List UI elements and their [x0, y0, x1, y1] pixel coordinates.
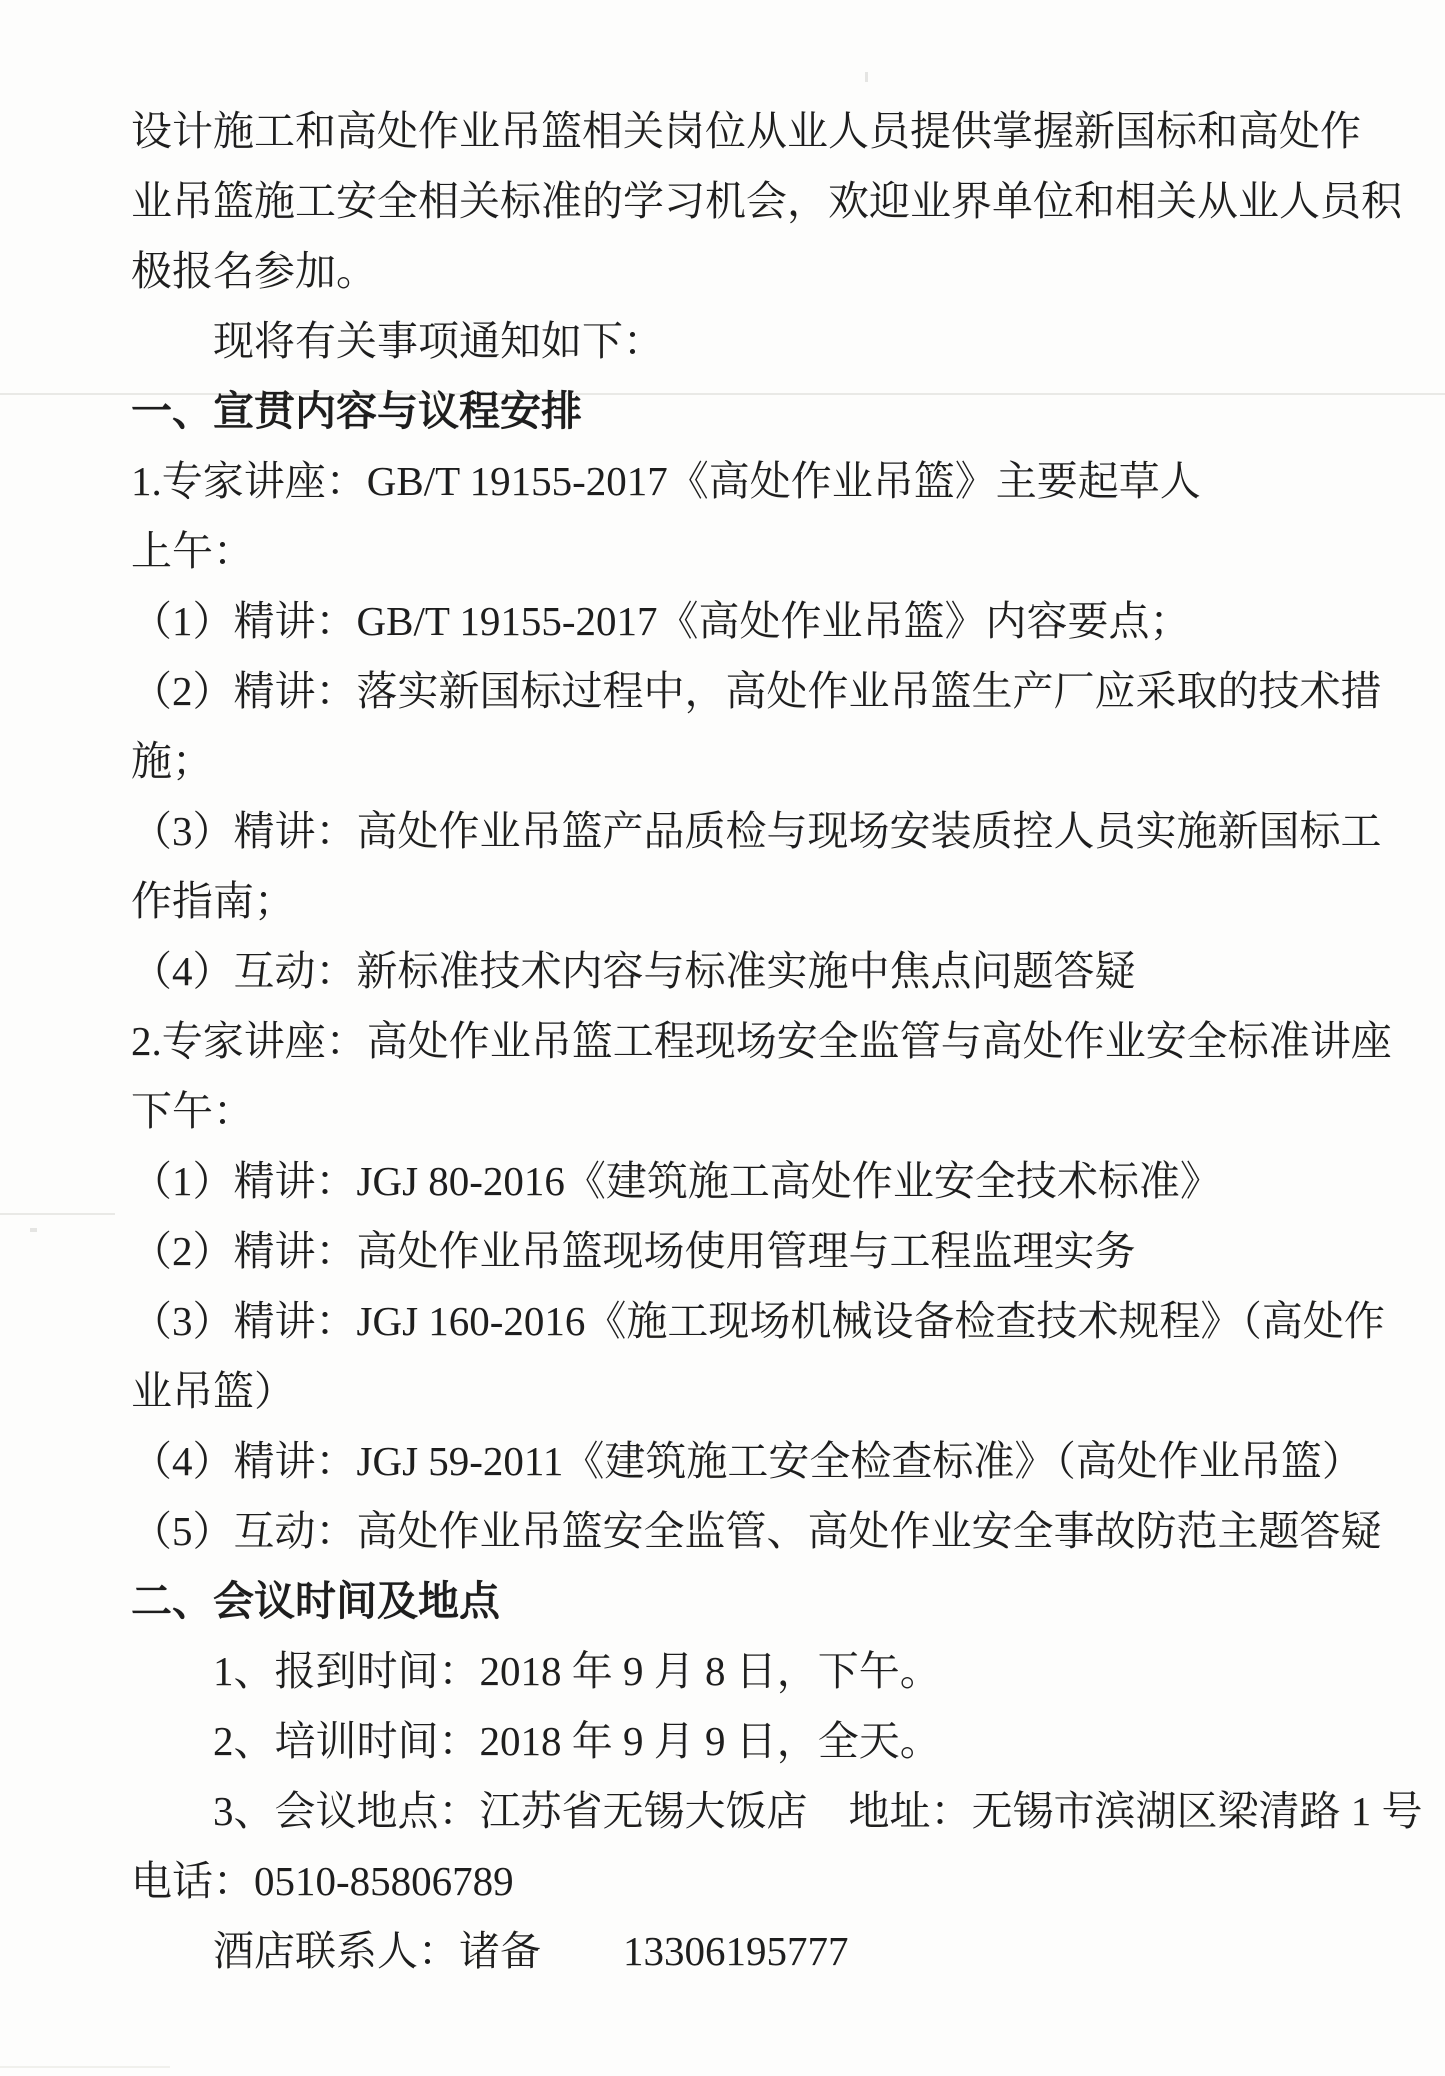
afternoon-label-line: 下午： [131, 1088, 254, 1134]
hotel-phone-line: 电话：0510-85806789 [131, 1858, 514, 1904]
notice-body [131, 96, 1423, 1986]
section-meeting-heading: 二、会议时间及地点 [131, 1578, 500, 1624]
afternoon-agenda-item: （1）精讲：JGJ 80-2016《建筑施工高处作业安全技术标准》 [131, 1158, 1221, 1204]
hotel-contact-line: 酒店联系人：诸备 13306195777 [213, 1928, 849, 1974]
morning-label-line: 上午： [131, 528, 254, 574]
morning-agenda-item: （2）精讲：落实新国标过程中，高处作业吊篮生产厂应采取的技术措 [131, 668, 1382, 714]
morning-agenda-item: （3）精讲：高处作业吊篮产品质检与现场安装质控人员实施新国标工 [131, 808, 1382, 854]
morning-agenda-item: （1）精讲：GB/T 19155-2017《高处作业吊篮》内容要点； [131, 598, 1191, 644]
intro-paragraph-line: 设计施工和高处作业吊篮相关岗位从业人员提供掌握新国标和高处作 [131, 108, 1361, 154]
morning-agenda-item-wrap: 施； [131, 738, 213, 784]
morning-agenda-item-wrap: 作指南； [131, 878, 295, 924]
morning-agenda-item: （4）互动：新标准技术内容与标准实施中焦点问题答疑 [131, 948, 1136, 994]
lecture1-title-line: 1.专家讲座：GB/T 19155-2017《高处作业吊篮》主要起草人 [131, 458, 1201, 504]
afternoon-agenda-item: （2）精讲：高处作业吊篮现场使用管理与工程监理实务 [131, 1228, 1136, 1274]
scan-speck [865, 72, 868, 82]
scan-artifact-line [0, 1213, 115, 1215]
section-agenda-heading: 一、宣贯内容与议程安排 [131, 388, 582, 434]
scan-speck [30, 1228, 37, 1232]
meeting-info-item: 3、会议地点：江苏省无锡大饭店 地址：无锡市滨湖区梁清路 1 号 [213, 1788, 1423, 1834]
afternoon-agenda-item: （3）精讲：JGJ 160-2016《施工现场机械设备检查技术规程》（高处作 [131, 1298, 1385, 1344]
afternoon-agenda-item-wrap: 业吊篮） [131, 1368, 295, 1414]
notice-lead-line: 现将有关事项通知如下： [213, 318, 664, 364]
meeting-info-item: 1、报到时间：2018 年 9 月 8 日，下午。 [213, 1648, 941, 1694]
meeting-info-item: 2、培训时间：2018 年 9 月 9 日，全天。 [213, 1718, 941, 1764]
lecture2-title-line: 2.专家讲座：高处作业吊篮工程现场安全监管与高处作业安全标准讲座 [131, 1018, 1392, 1064]
intro-paragraph-line: 业吊篮施工安全相关标准的学习机会，欢迎业界单位和相关从业人员积 [131, 178, 1402, 224]
afternoon-agenda-item: （4）精讲：JGJ 59-2011《建筑施工安全检查标准》（高处作业吊篮） [131, 1438, 1363, 1484]
intro-paragraph-line: 极报名参加。 [131, 248, 377, 294]
afternoon-agenda-item: （5）互动：高处作业吊篮安全监管、高处作业安全事故防范主题答疑 [131, 1508, 1382, 1554]
scan-artifact-line [0, 2066, 170, 2068]
